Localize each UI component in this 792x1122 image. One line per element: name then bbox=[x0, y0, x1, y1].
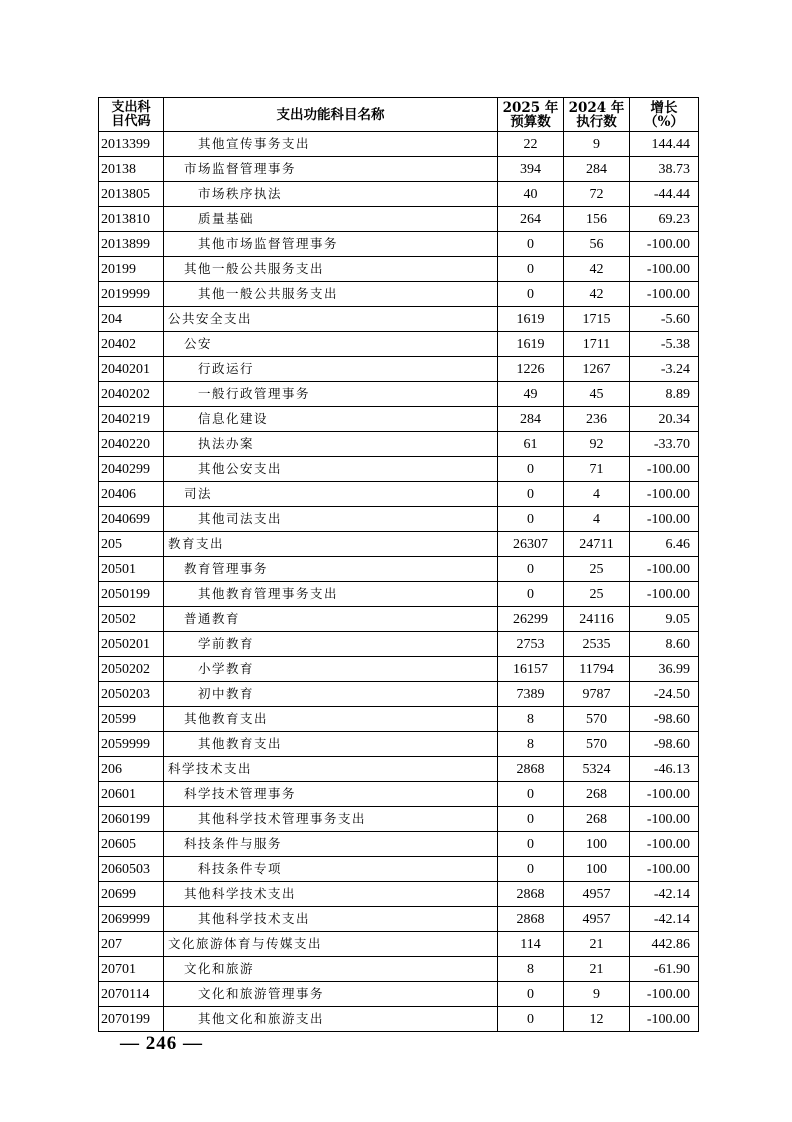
cell-growth: -100.00 bbox=[630, 807, 699, 832]
table-row bbox=[99, 457, 699, 482]
table-row bbox=[99, 357, 699, 382]
cell-name bbox=[164, 407, 498, 432]
cell-actual-2024: 24116 bbox=[564, 607, 630, 632]
cell-name-text: 市场秩序执法 bbox=[198, 186, 283, 201]
table-row bbox=[99, 682, 699, 707]
cell-name bbox=[164, 557, 498, 582]
cell-name-text: 学前教育 bbox=[198, 636, 255, 651]
page-number: — 246 — bbox=[120, 1033, 203, 1054]
cell-budget-2025: 0 bbox=[498, 832, 564, 857]
cell-code: 2050203 bbox=[99, 682, 164, 707]
header-budget-line1: 2025 年 bbox=[502, 99, 559, 116]
cell-code: 205 bbox=[99, 532, 164, 557]
header-actual-line1: 2024 年 bbox=[568, 99, 625, 116]
cell-code: 20199 bbox=[99, 257, 164, 282]
header-growth bbox=[630, 98, 699, 132]
cell-actual-2024: 12 bbox=[564, 1007, 630, 1032]
cell-budget-2025: 284 bbox=[498, 407, 564, 432]
cell-budget-2025: 114 bbox=[498, 932, 564, 957]
cell-name bbox=[164, 257, 498, 282]
cell-name-text: 其他科学技术支出 bbox=[198, 911, 311, 926]
cell-name bbox=[164, 482, 498, 507]
cell-actual-2024: 25 bbox=[564, 557, 630, 582]
cell-code: 2040220 bbox=[99, 432, 164, 457]
cell-budget-2025: 49 bbox=[498, 382, 564, 407]
cell-code: 2069999 bbox=[99, 907, 164, 932]
cell-growth: -100.00 bbox=[630, 282, 699, 307]
table-row bbox=[99, 307, 699, 332]
table-header-row bbox=[99, 98, 699, 132]
cell-budget-2025: 0 bbox=[498, 232, 564, 257]
cell-budget-2025: 0 bbox=[498, 282, 564, 307]
table-row bbox=[99, 1007, 699, 1032]
cell-budget-2025: 8 bbox=[498, 732, 564, 757]
cell-growth: 442.86 bbox=[630, 932, 699, 957]
cell-name bbox=[164, 957, 498, 982]
cell-budget-2025: 0 bbox=[498, 457, 564, 482]
cell-name-text: 其他公安支出 bbox=[198, 461, 283, 476]
cell-actual-2024: 9787 bbox=[564, 682, 630, 707]
cell-actual-2024: 284 bbox=[564, 157, 630, 182]
cell-name bbox=[164, 832, 498, 857]
cell-name bbox=[164, 282, 498, 307]
cell-code: 20701 bbox=[99, 957, 164, 982]
cell-name-text: 公安 bbox=[184, 336, 213, 351]
cell-code: 20406 bbox=[99, 482, 164, 507]
cell-code: 20501 bbox=[99, 557, 164, 582]
cell-actual-2024: 100 bbox=[564, 857, 630, 882]
cell-actual-2024: 24711 bbox=[564, 532, 630, 557]
cell-growth: 69.23 bbox=[630, 207, 699, 232]
cell-growth: -100.00 bbox=[630, 507, 699, 532]
cell-name bbox=[164, 357, 498, 382]
cell-actual-2024: 2535 bbox=[564, 632, 630, 657]
cell-growth: -42.14 bbox=[630, 882, 699, 907]
cell-growth: -100.00 bbox=[630, 582, 699, 607]
cell-budget-2025: 26307 bbox=[498, 532, 564, 557]
cell-growth: 20.34 bbox=[630, 407, 699, 432]
cell-growth: 36.99 bbox=[630, 657, 699, 682]
cell-actual-2024: 45 bbox=[564, 382, 630, 407]
cell-name bbox=[164, 707, 498, 732]
cell-name bbox=[164, 432, 498, 457]
cell-budget-2025: 1619 bbox=[498, 307, 564, 332]
cell-budget-2025: 0 bbox=[498, 807, 564, 832]
cell-growth: -100.00 bbox=[630, 857, 699, 882]
cell-code: 20599 bbox=[99, 707, 164, 732]
table-row bbox=[99, 607, 699, 632]
cell-budget-2025: 0 bbox=[498, 257, 564, 282]
cell-code: 2050202 bbox=[99, 657, 164, 682]
cell-actual-2024: 21 bbox=[564, 932, 630, 957]
cell-name bbox=[164, 507, 498, 532]
cell-budget-2025: 394 bbox=[498, 157, 564, 182]
cell-budget-2025: 0 bbox=[498, 582, 564, 607]
cell-actual-2024: 4957 bbox=[564, 907, 630, 932]
cell-actual-2024: 4 bbox=[564, 482, 630, 507]
cell-actual-2024: 42 bbox=[564, 257, 630, 282]
cell-actual-2024: 156 bbox=[564, 207, 630, 232]
cell-actual-2024: 42 bbox=[564, 282, 630, 307]
cell-growth: -100.00 bbox=[630, 557, 699, 582]
cell-name-text: 科学技术支出 bbox=[168, 761, 253, 776]
table-row bbox=[99, 232, 699, 257]
cell-code: 2040201 bbox=[99, 357, 164, 382]
cell-name-text: 一般行政管理事务 bbox=[198, 386, 311, 401]
cell-actual-2024: 100 bbox=[564, 832, 630, 857]
cell-code: 20601 bbox=[99, 782, 164, 807]
cell-actual-2024: 4957 bbox=[564, 882, 630, 907]
cell-growth: 144.44 bbox=[630, 132, 699, 157]
table-row bbox=[99, 557, 699, 582]
cell-budget-2025: 2868 bbox=[498, 882, 564, 907]
cell-name-text: 其他司法支出 bbox=[198, 511, 283, 526]
cell-actual-2024: 1711 bbox=[564, 332, 630, 357]
cell-name-text: 教育管理事务 bbox=[184, 561, 269, 576]
cell-name bbox=[164, 982, 498, 1007]
table-row bbox=[99, 957, 699, 982]
header-code bbox=[99, 98, 164, 132]
cell-name-text: 信息化建设 bbox=[198, 411, 269, 426]
table-row bbox=[99, 832, 699, 857]
cell-budget-2025: 7389 bbox=[498, 682, 564, 707]
cell-growth: -100.00 bbox=[630, 457, 699, 482]
cell-name-text: 文化和旅游 bbox=[184, 961, 255, 976]
cell-name bbox=[164, 882, 498, 907]
cell-actual-2024: 72 bbox=[564, 182, 630, 207]
table-row bbox=[99, 932, 699, 957]
cell-name bbox=[164, 732, 498, 757]
cell-code: 2019999 bbox=[99, 282, 164, 307]
cell-name-text: 其他科学技术管理事务支出 bbox=[198, 811, 367, 826]
cell-code: 2013399 bbox=[99, 132, 164, 157]
header-budget bbox=[498, 98, 564, 132]
cell-growth: 6.46 bbox=[630, 532, 699, 557]
cell-budget-2025: 26299 bbox=[498, 607, 564, 632]
cell-growth: -5.60 bbox=[630, 307, 699, 332]
cell-growth: -100.00 bbox=[630, 782, 699, 807]
cell-name-text: 其他一般公共服务支出 bbox=[184, 261, 325, 276]
cell-code: 2050201 bbox=[99, 632, 164, 657]
cell-budget-2025: 0 bbox=[498, 557, 564, 582]
cell-code: 207 bbox=[99, 932, 164, 957]
table-row bbox=[99, 807, 699, 832]
cell-code: 206 bbox=[99, 757, 164, 782]
header-growth-line1: 增长 bbox=[650, 99, 678, 116]
header-actual-line2: 执行数 bbox=[576, 113, 617, 130]
cell-actual-2024: 71 bbox=[564, 457, 630, 482]
cell-budget-2025: 0 bbox=[498, 1007, 564, 1032]
cell-budget-2025: 8 bbox=[498, 707, 564, 732]
cell-code: 2070199 bbox=[99, 1007, 164, 1032]
table-row bbox=[99, 132, 699, 157]
table-row bbox=[99, 257, 699, 282]
cell-growth: 8.89 bbox=[630, 382, 699, 407]
cell-name bbox=[164, 657, 498, 682]
cell-name bbox=[164, 132, 498, 157]
table-row bbox=[99, 432, 699, 457]
cell-code: 2040699 bbox=[99, 507, 164, 532]
cell-growth: -61.90 bbox=[630, 957, 699, 982]
cell-growth: -44.44 bbox=[630, 182, 699, 207]
cell-name-text: 质量基础 bbox=[198, 211, 255, 226]
cell-code: 2070114 bbox=[99, 982, 164, 1007]
cell-growth: -24.50 bbox=[630, 682, 699, 707]
cell-code: 20605 bbox=[99, 832, 164, 857]
cell-name bbox=[164, 332, 498, 357]
cell-name-text: 行政运行 bbox=[198, 361, 255, 376]
cell-name-text: 普通教育 bbox=[184, 611, 241, 626]
cell-budget-2025: 1226 bbox=[498, 357, 564, 382]
cell-name bbox=[164, 932, 498, 957]
cell-code: 2040299 bbox=[99, 457, 164, 482]
table-row bbox=[99, 857, 699, 882]
table-row bbox=[99, 707, 699, 732]
cell-growth: -100.00 bbox=[630, 1007, 699, 1032]
cell-budget-2025: 0 bbox=[498, 857, 564, 882]
header-name: 支出功能科目名称 bbox=[164, 98, 498, 132]
cell-code: 20502 bbox=[99, 607, 164, 632]
cell-name bbox=[164, 182, 498, 207]
cell-name bbox=[164, 807, 498, 832]
cell-growth: -33.70 bbox=[630, 432, 699, 457]
cell-growth: 38.73 bbox=[630, 157, 699, 182]
cell-actual-2024: 1715 bbox=[564, 307, 630, 332]
budget-expenditure-table bbox=[98, 97, 699, 1032]
cell-name bbox=[164, 632, 498, 657]
cell-budget-2025: 22 bbox=[498, 132, 564, 157]
cell-growth: -100.00 bbox=[630, 832, 699, 857]
cell-actual-2024: 5324 bbox=[564, 757, 630, 782]
cell-name bbox=[164, 382, 498, 407]
cell-name-text: 市场监督管理事务 bbox=[184, 161, 297, 176]
cell-actual-2024: 21 bbox=[564, 957, 630, 982]
header-code-line1: 支出科 bbox=[111, 99, 151, 115]
table-row bbox=[99, 332, 699, 357]
cell-budget-2025: 2868 bbox=[498, 757, 564, 782]
cell-name-text: 公共安全支出 bbox=[168, 311, 253, 326]
cell-name-text: 其他教育支出 bbox=[198, 736, 283, 751]
cell-code: 2050199 bbox=[99, 582, 164, 607]
cell-code: 204 bbox=[99, 307, 164, 332]
table-row bbox=[99, 532, 699, 557]
header-budget-line2: 预算数 bbox=[510, 113, 551, 130]
cell-actual-2024: 56 bbox=[564, 232, 630, 257]
cell-name bbox=[164, 1007, 498, 1032]
cell-actual-2024: 4 bbox=[564, 507, 630, 532]
cell-budget-2025: 0 bbox=[498, 782, 564, 807]
cell-budget-2025: 2868 bbox=[498, 907, 564, 932]
table-row bbox=[99, 207, 699, 232]
cell-name-text: 其他市场监督管理事务 bbox=[198, 236, 339, 251]
table-row bbox=[99, 382, 699, 407]
cell-name bbox=[164, 157, 498, 182]
cell-code: 2059999 bbox=[99, 732, 164, 757]
cell-name bbox=[164, 782, 498, 807]
cell-growth: -46.13 bbox=[630, 757, 699, 782]
cell-growth: -3.24 bbox=[630, 357, 699, 382]
table-row bbox=[99, 632, 699, 657]
cell-actual-2024: 268 bbox=[564, 807, 630, 832]
header-code-line2: 目代码 bbox=[111, 113, 151, 129]
cell-name-text: 科学技术管理事务 bbox=[184, 786, 297, 801]
table-row bbox=[99, 582, 699, 607]
cell-actual-2024: 25 bbox=[564, 582, 630, 607]
cell-actual-2024: 9 bbox=[564, 982, 630, 1007]
cell-code: 2060199 bbox=[99, 807, 164, 832]
cell-budget-2025: 61 bbox=[498, 432, 564, 457]
cell-code: 20138 bbox=[99, 157, 164, 182]
cell-code: 2013810 bbox=[99, 207, 164, 232]
cell-name-text: 其他科学技术支出 bbox=[184, 886, 297, 901]
cell-budget-2025: 1619 bbox=[498, 332, 564, 357]
cell-name-text: 文化和旅游管理事务 bbox=[198, 986, 325, 1001]
cell-name bbox=[164, 757, 498, 782]
cell-actual-2024: 570 bbox=[564, 732, 630, 757]
cell-code: 20402 bbox=[99, 332, 164, 357]
cell-budget-2025: 0 bbox=[498, 982, 564, 1007]
cell-name-text: 其他文化和旅游支出 bbox=[198, 1011, 325, 1026]
cell-name bbox=[164, 532, 498, 557]
table-row bbox=[99, 907, 699, 932]
cell-name bbox=[164, 582, 498, 607]
cell-actual-2024: 1267 bbox=[564, 357, 630, 382]
cell-name bbox=[164, 232, 498, 257]
cell-budget-2025: 0 bbox=[498, 482, 564, 507]
cell-code: 2040219 bbox=[99, 407, 164, 432]
cell-name-text: 教育支出 bbox=[168, 536, 225, 551]
table-row bbox=[99, 507, 699, 532]
cell-name-text: 其他教育支出 bbox=[184, 711, 269, 726]
table-row bbox=[99, 782, 699, 807]
cell-growth: -100.00 bbox=[630, 257, 699, 282]
cell-code: 2013805 bbox=[99, 182, 164, 207]
cell-budget-2025: 264 bbox=[498, 207, 564, 232]
cell-budget-2025: 0 bbox=[498, 507, 564, 532]
table-row bbox=[99, 757, 699, 782]
cell-budget-2025: 16157 bbox=[498, 657, 564, 682]
cell-budget-2025: 2753 bbox=[498, 632, 564, 657]
cell-growth: -100.00 bbox=[630, 982, 699, 1007]
table-row bbox=[99, 407, 699, 432]
table-row bbox=[99, 982, 699, 1007]
cell-growth: -42.14 bbox=[630, 907, 699, 932]
cell-actual-2024: 236 bbox=[564, 407, 630, 432]
cell-growth: -100.00 bbox=[630, 482, 699, 507]
cell-name bbox=[164, 307, 498, 332]
cell-name-text: 司法 bbox=[184, 486, 213, 501]
cell-name bbox=[164, 682, 498, 707]
cell-code: 2060503 bbox=[99, 857, 164, 882]
cell-name bbox=[164, 207, 498, 232]
header-growth-line2: （%） bbox=[644, 113, 684, 130]
cell-actual-2024: 11794 bbox=[564, 657, 630, 682]
table-body bbox=[99, 132, 699, 1032]
cell-name bbox=[164, 907, 498, 932]
cell-growth: -98.60 bbox=[630, 732, 699, 757]
cell-actual-2024: 92 bbox=[564, 432, 630, 457]
cell-code: 2013899 bbox=[99, 232, 164, 257]
cell-name-text: 初中教育 bbox=[198, 686, 255, 701]
cell-growth: 9.05 bbox=[630, 607, 699, 632]
cell-actual-2024: 9 bbox=[564, 132, 630, 157]
cell-name bbox=[164, 857, 498, 882]
table-row bbox=[99, 282, 699, 307]
cell-growth: -100.00 bbox=[630, 232, 699, 257]
cell-code: 20699 bbox=[99, 882, 164, 907]
cell-name-text: 科技条件专项 bbox=[198, 861, 283, 876]
table-row bbox=[99, 182, 699, 207]
cell-name-text: 执法办案 bbox=[198, 436, 255, 451]
cell-actual-2024: 268 bbox=[564, 782, 630, 807]
table-row bbox=[99, 657, 699, 682]
cell-name bbox=[164, 457, 498, 482]
cell-name-text: 文化旅游体育与传媒支出 bbox=[168, 936, 323, 951]
table-row bbox=[99, 157, 699, 182]
cell-budget-2025: 8 bbox=[498, 957, 564, 982]
cell-name-text: 其他教育管理事务支出 bbox=[198, 586, 339, 601]
cell-budget-2025: 40 bbox=[498, 182, 564, 207]
table-row bbox=[99, 482, 699, 507]
table-row bbox=[99, 732, 699, 757]
cell-actual-2024: 570 bbox=[564, 707, 630, 732]
header-actual bbox=[564, 98, 630, 132]
cell-name-text: 其他宣传事务支出 bbox=[198, 136, 311, 151]
cell-code: 2040202 bbox=[99, 382, 164, 407]
cell-growth: 8.60 bbox=[630, 632, 699, 657]
cell-growth: -98.60 bbox=[630, 707, 699, 732]
cell-name-text: 小学教育 bbox=[198, 661, 255, 676]
cell-growth: -5.38 bbox=[630, 332, 699, 357]
table-row bbox=[99, 882, 699, 907]
cell-name bbox=[164, 607, 498, 632]
cell-name-text: 其他一般公共服务支出 bbox=[198, 286, 339, 301]
cell-name-text: 科技条件与服务 bbox=[184, 836, 283, 851]
